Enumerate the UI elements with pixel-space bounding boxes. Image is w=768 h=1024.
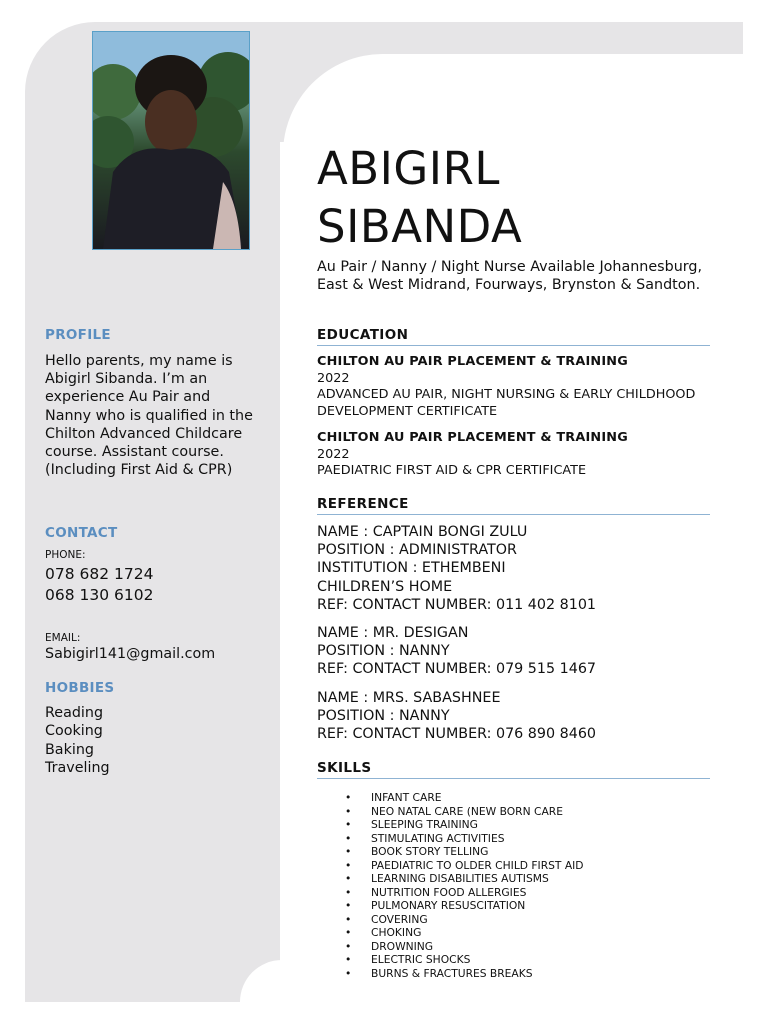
hobbies-heading: HOBBIES: [45, 680, 115, 696]
name-line-1: ABIGIRL: [317, 142, 500, 195]
skill-item: • PAEDIATRIC TO OLDER CHILD FIRST AID: [345, 859, 584, 873]
skill-item: • DROWNING: [345, 940, 584, 954]
candidate-name: [317, 140, 522, 256]
education-institution: CHILTON AU PAIR PLACEMENT & TRAINING: [317, 430, 628, 445]
hobby-item: Traveling: [45, 759, 110, 776]
hobbies-list: [45, 704, 260, 777]
reference-contact: REF: CONTACT NUMBER: 011 402 8101: [317, 596, 597, 613]
education-entry: [317, 430, 717, 480]
education-detail: PAEDIATRIC FIRST AID & CPR CERTIFICATE: [317, 463, 587, 478]
skills-heading: SKILLS: [317, 760, 710, 779]
education-institution: CHILTON AU PAIR PLACEMENT & TRAINING: [317, 354, 628, 369]
contact-heading: CONTACT: [45, 525, 118, 541]
email-address: Sabigirl141@gmail.com: [45, 646, 216, 662]
skill-item: • SLEEPING TRAINING: [345, 818, 584, 832]
reference-name: NAME : CAPTAIN BONGI ZULU: [317, 524, 528, 540]
skill-item: • ELECTRIC SHOCKS: [345, 953, 584, 967]
education-year: 2022: [317, 370, 350, 386]
email-label: EMAIL:: [45, 632, 81, 644]
skill-item: • BOOK STORY TELLING: [345, 845, 584, 859]
reference-entry: [317, 689, 717, 744]
reference-name: NAME : MRS. SABASHNEE: [317, 690, 501, 706]
profile-text: Hello parents, my name is Abigirl Sibanda. I’m an experience Au Pair and Nanny who is qualified in the Chilton Advanced Childcare course. Assistant course. (Including First Aid & CPR): [45, 353, 253, 479]
skills-list: [345, 791, 584, 980]
skill-item: • NEO NATAL CARE (NEW BORN CARE: [345, 805, 584, 819]
reference-heading: REFERENCE: [317, 496, 710, 515]
profile-photo: [92, 31, 250, 250]
reference-name: NAME : MR. DESIGAN: [317, 625, 469, 641]
skill-item: • CHOKING: [345, 926, 584, 940]
skill-item: • PULMONARY RESUSCITATION: [345, 899, 584, 913]
skill-item: • INFANT CARE: [345, 791, 584, 805]
skill-item: • NUTRITION FOOD ALLERGIES: [345, 886, 584, 900]
skill-item: • BURNS & FRACTURES BREAKS: [345, 967, 584, 981]
reference-position: POSITION : NANNY: [317, 708, 450, 725]
skill-item: • COVERING: [345, 913, 584, 927]
education-entry: [317, 354, 717, 420]
phone-number-2: 068 130 6102: [45, 586, 154, 604]
reference-entry: [317, 523, 717, 614]
reference-contact: REF: CONTACT NUMBER: 076 890 8460: [317, 726, 597, 743]
skill-item: • STIMULATING ACTIVITIES: [345, 832, 584, 846]
education-heading: EDUCATION: [317, 327, 710, 346]
skill-item: • LEARNING DISABILITIES AUTISMS: [345, 872, 584, 886]
reference-institution-cont: CHILDREN’S HOME: [317, 578, 453, 595]
reference-entry: [317, 624, 717, 679]
profile-heading: PROFILE: [45, 327, 111, 343]
hobby-item: Cooking: [45, 723, 103, 740]
education-year: 2022: [317, 446, 350, 462]
tagline: Au Pair / Nanny / Night Nurse Available Johannesburg, East & West Midrand, Fourways, Brynston & Sandton.: [317, 259, 702, 293]
phone-number-1: 078 682 1724: [45, 565, 154, 583]
reference-contact: REF: CONTACT NUMBER: 079 515 1467: [317, 661, 597, 678]
reference-institution: INSTITUTION : ETHEMBENI: [317, 560, 506, 577]
reference-position: POSITION : ADMINISTRATOR: [317, 542, 517, 559]
phone-label: PHONE:: [45, 549, 86, 561]
hobby-item: Reading: [45, 705, 104, 721]
reference-position: POSITION : NANNY: [317, 643, 450, 660]
hobby-item: Baking: [45, 741, 94, 758]
education-detail: ADVANCED AU PAIR, NIGHT NURSING & EARLY CHILDHOOD DEVELOPMENT CERTIFICATE: [317, 387, 696, 419]
name-line-2: SIBANDA: [317, 200, 523, 253]
